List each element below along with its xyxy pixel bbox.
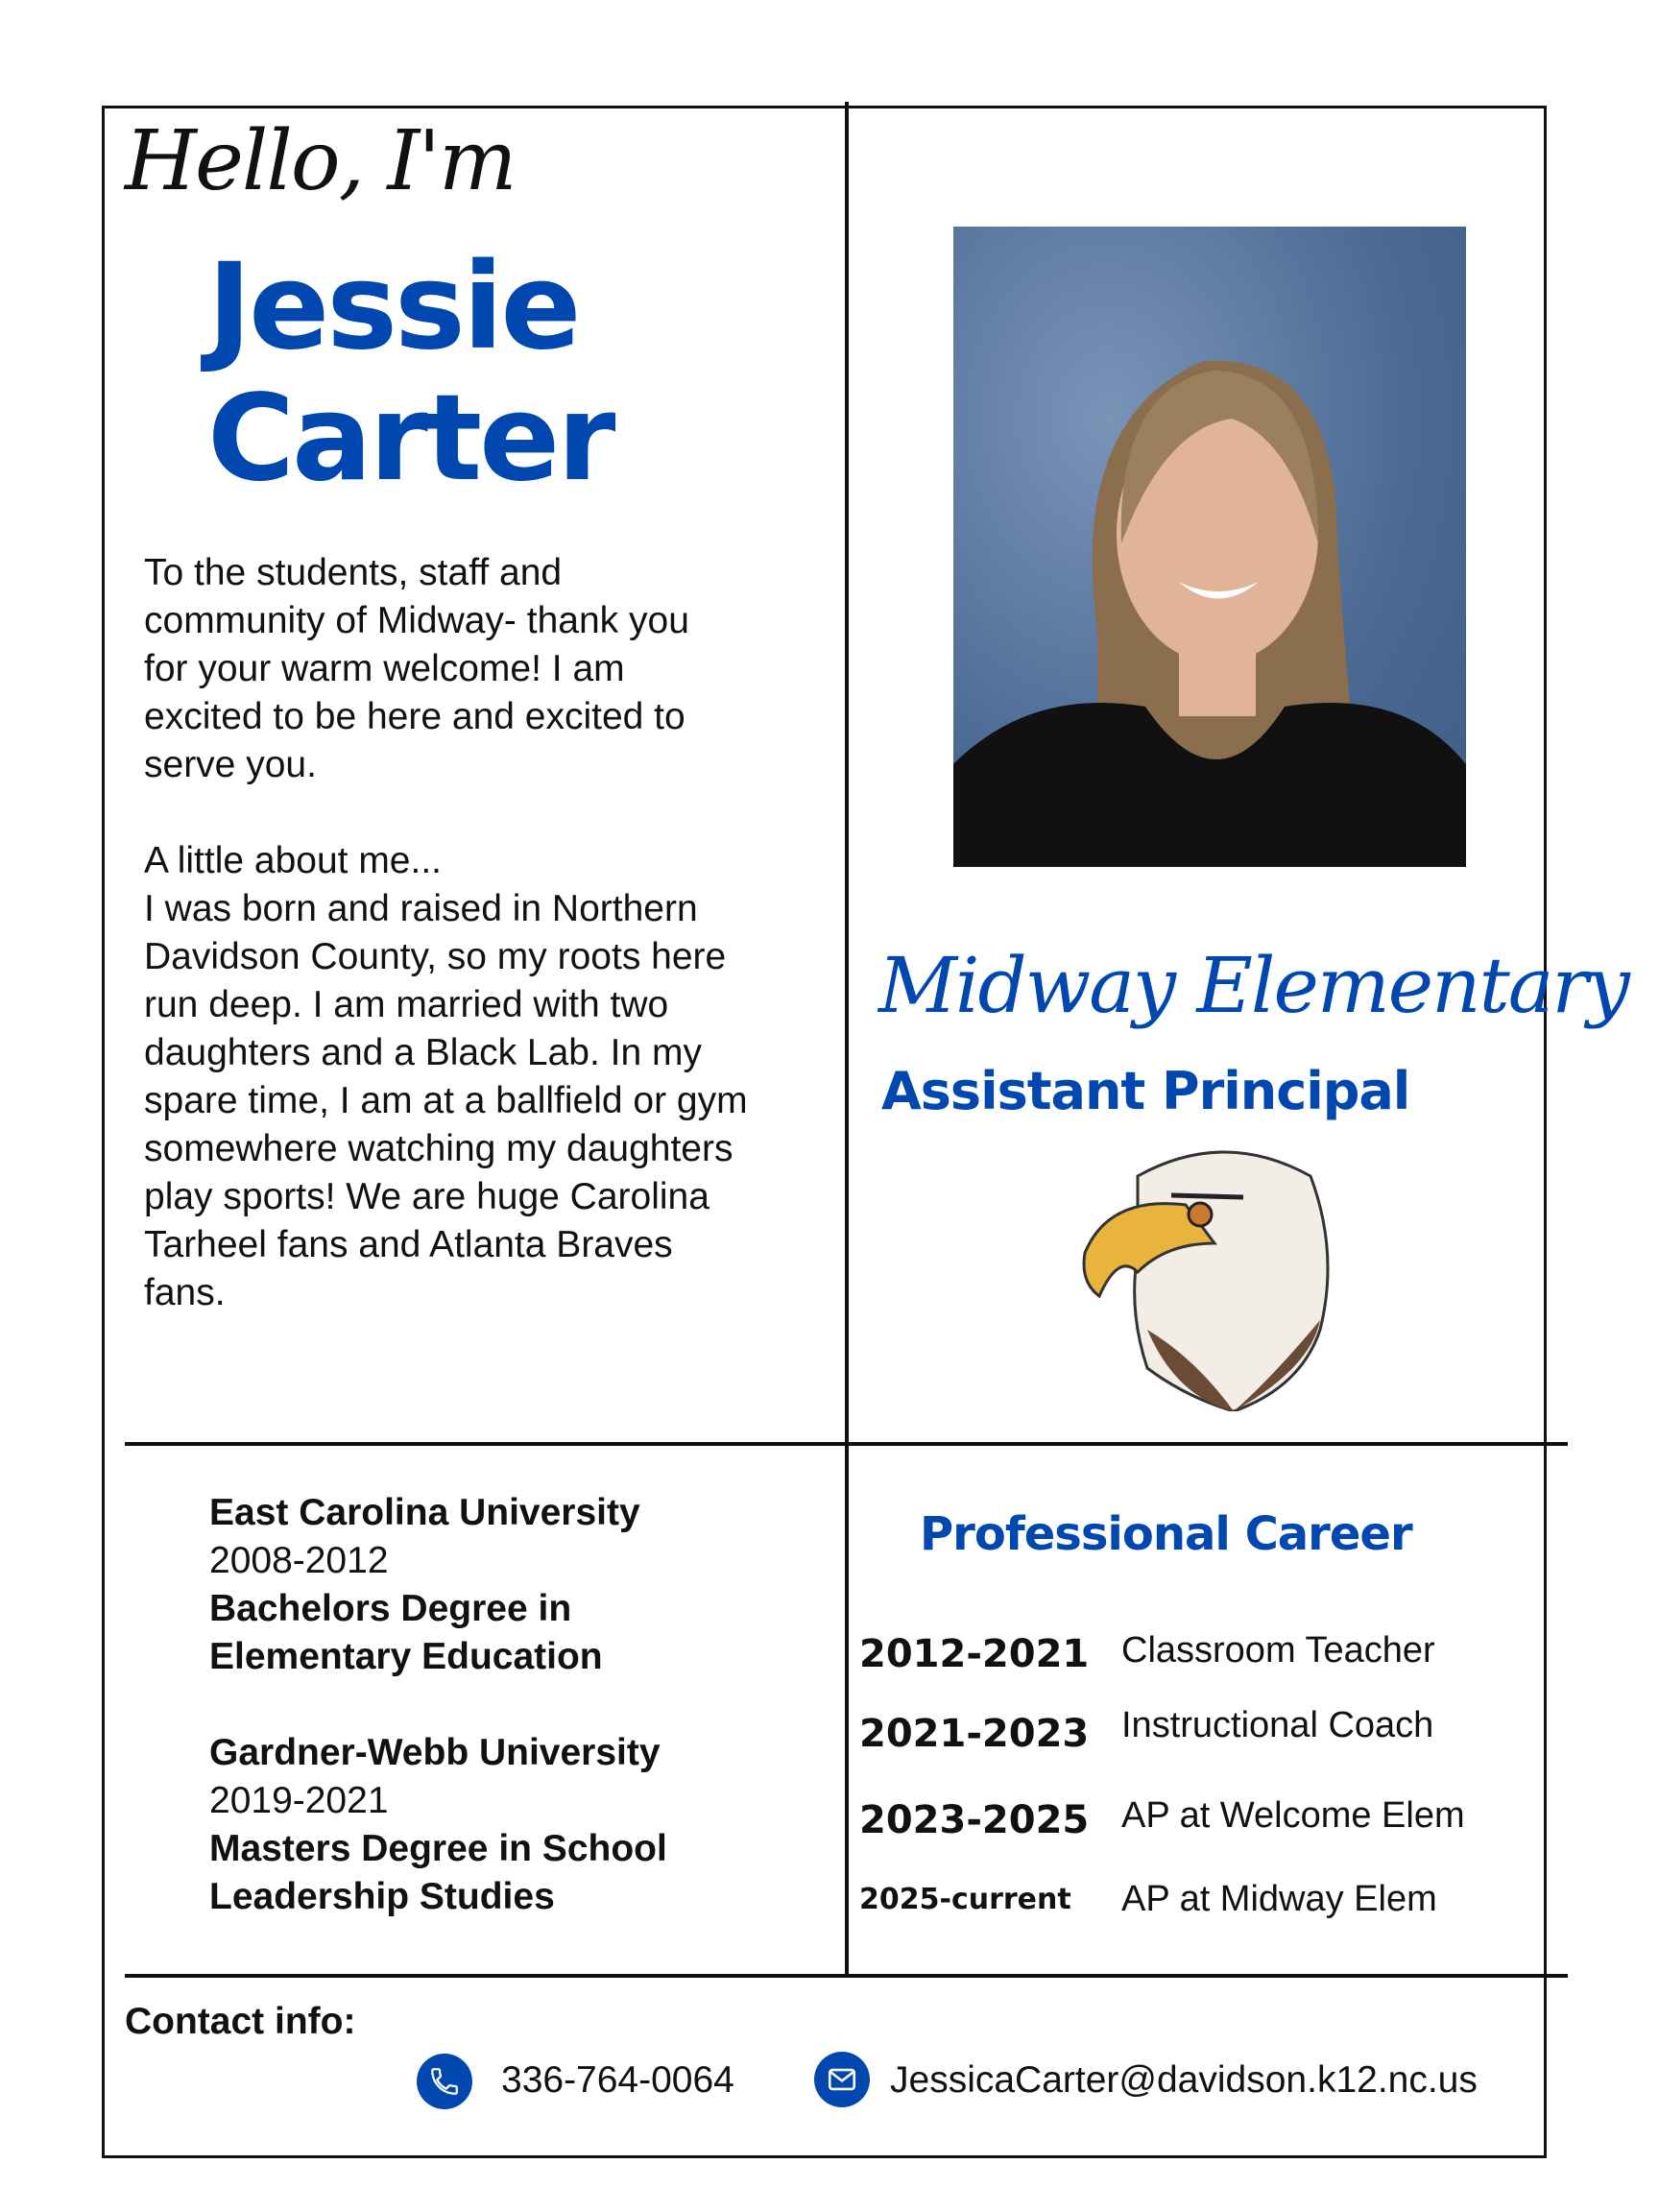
eagle-mascot-icon (1080, 1138, 1339, 1411)
phone-number[interactable]: 336-764-0064 (501, 2059, 734, 2101)
education-school: East Carolina University (209, 1492, 640, 1533)
job-role: Assistant Principal (881, 1061, 1410, 1121)
career-position: AP at Midway Elem (1121, 1879, 1437, 1919)
section-divider (125, 1442, 1568, 1446)
education-item (209, 1729, 667, 1921)
education-degree: Elementary Education (209, 1636, 603, 1677)
education-school: Gardner-Webb University (209, 1732, 661, 1773)
contact-label: Contact info: (125, 2001, 356, 2042)
intro-paragraph: To the students, staff and community of Midway- thank you for your warm welcome! I am excited to be here and excited to serve you. (144, 552, 689, 785)
education-degree: Leadership Studies (209, 1876, 555, 1917)
phone-icon (417, 2054, 472, 2109)
first-name: Jessie (207, 238, 579, 376)
career-position: AP at Welcome Elem (1121, 1795, 1465, 1836)
career-years: 2021-2023 (859, 1712, 1090, 1756)
career-position: Classroom Teacher (1121, 1630, 1435, 1671)
education-years: 2019-2021 (209, 1780, 389, 1821)
education-item (209, 1489, 640, 1681)
career-years: 2023-2025 (859, 1798, 1090, 1842)
section-divider (125, 1974, 1568, 1978)
school-name: Midway Elementary (878, 941, 1628, 1030)
email-icon (814, 2052, 870, 2107)
email-address[interactable]: JessicaCarter@davidson.k12.nc.us (890, 2059, 1478, 2101)
greeting: Hello, I'm (125, 113, 516, 209)
about-paragraph: A little about me... I was born and raised in Northern Davidson County, so my roots here run deep. I am married with two daughters and a Black Lab. In my spare time, I am at a ballfield or gym somewhere watching my daughters play sports! We are huge Carolina Tarheel fans and Atlanta Braves fans. (144, 840, 748, 1313)
profile-photo (953, 227, 1466, 867)
career-years: 2025-current (859, 1883, 1071, 1916)
career-title: Professional Career (920, 1507, 1412, 1561)
education-degree: Masters Degree in School (209, 1828, 667, 1869)
last-name: Carter (207, 370, 613, 508)
education-degree: Bachelors Degree in (209, 1588, 572, 1629)
column-divider (845, 102, 849, 1976)
career-position: Instructional Coach (1121, 1705, 1434, 1745)
career-years: 2012-2021 (859, 1632, 1090, 1676)
education-years: 2008-2012 (209, 1540, 389, 1581)
